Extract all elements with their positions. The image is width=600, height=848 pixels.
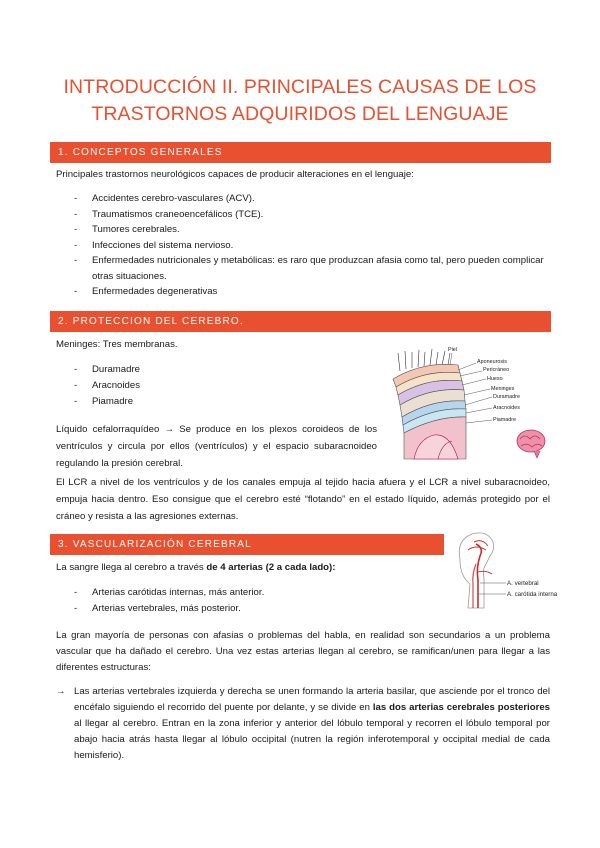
arrow-text-part-2: al llegar al cerebro. Entran en la zona inferior y anterior del lóbulo temporal y recorren el lóbulo temporal por abajo hacia atrás hasta llegar al lóbulo occipital (nutren la región inferotemporal y occipital medial de cada hemisferio). xyxy=(74,718,550,761)
vascular-illustration xyxy=(446,528,558,608)
list-item: - Enfermedades degenerativas xyxy=(74,284,550,300)
meninges-illustration xyxy=(388,343,552,460)
arrow-item-text xyxy=(74,684,550,764)
arrow-text-part-1: Las arterias vertebrales izquierda y derecha se unen formando la arteria basilar, que asciende por el tronco del encéfalo siguiendo el recorrido del puente por delante, y se divide en xyxy=(74,686,550,713)
fig-label-piamadre: Piamadre xyxy=(493,417,517,423)
fig-label-vertebral: A. vertebral xyxy=(507,580,539,587)
section-3-intro xyxy=(56,560,386,576)
list-item: - Piamadre xyxy=(74,394,334,410)
section-1-list xyxy=(74,191,550,300)
list-item: - Infecciones del sistema nervioso. xyxy=(74,238,550,254)
title-line-2: TRASTORNOS ADQUIRIDOS DEL LENGUAJE xyxy=(91,103,509,125)
section-3-intro-text: La sangre llega al cerebro a través xyxy=(56,562,207,573)
list-item: - Enfermedades nutricionales y metabólicas: es raro que produzcan afasia como tal, pero pueden complicar otras situaciones. xyxy=(74,253,550,284)
list-item: - Arterias carótidas internas, más anterior. xyxy=(74,585,394,601)
arteries-list xyxy=(74,585,394,617)
list-item: - Accidentes cerebro-vasculares (ACV). xyxy=(74,191,550,207)
arrow-list-item xyxy=(56,684,550,764)
fig-label-aponeurosis: Aponeurosis xyxy=(477,359,507,365)
lcr-paragraph: Líquido cefalorraquídeo → Se produce en los plexos coroideos de los ventrículos y circula por ellos (ventrículos) y el espacio subaracnoideo regulando la presión cerebral. xyxy=(56,424,377,469)
fig-label-carotida: A. carótida interna xyxy=(507,591,558,598)
fig-label-duramadre: Duramadre xyxy=(493,394,520,400)
list-item: - Tumores cerebrales. xyxy=(74,222,550,238)
arrow-text-bold: las dos arterias cerebrales posteriores xyxy=(372,702,550,713)
fig-label-meninges: Meninges xyxy=(491,386,515,392)
fig-label-pericraneo: Pericráneo xyxy=(483,367,510,373)
lcr-paragraph-2: El LCR a nivel de los ventrículos y de los canales empuja al tejido hacia afuera y el LCR a nivel subaracnoideo, empuja hacia dentro. Eso consigue que el cerebro esté “flotando” en el estado líquido, además protegido por el cráneo y resista a las agresiones externas. xyxy=(56,477,550,522)
list-item: - Duramadre xyxy=(74,362,334,378)
title-line-1: INTRODUCCIÓN II. PRINCIPALES CAUSAS DE LOS xyxy=(63,76,537,98)
list-item: - Aracnoides xyxy=(74,378,334,394)
list-item: - Arterias vertebrales, más posterior. xyxy=(74,601,394,617)
vascular-paragraph: La gran mayoría de personas con afasias o problemas del habla, en realidad son secundarios a un problema vascular que ha dañado el cerebro. Una vez estas arterias llegan al cerebro, se ramifican/unen para llegar a las diferentes estructuras: xyxy=(56,630,550,673)
list-item: - Traumatismos craneoencefálicos (TCE). xyxy=(74,207,550,223)
arrow-icon: → xyxy=(56,686,66,697)
section-1-heading: 1. CONCEPTOS GENERALES xyxy=(50,142,551,163)
meninges-list xyxy=(74,362,334,410)
section-3-intro-bold: de 4 arterias (2 a cada lado): xyxy=(206,562,336,573)
page-title xyxy=(40,74,560,128)
section-1-intro: Principales trastornos neurológicos capaces de producir alteraciones en el lenguaje: xyxy=(56,169,414,180)
section-2-heading: 2. PROTECCION DEL CEREBRO. xyxy=(50,311,551,332)
section-3-heading: 3. VASCULARIZACIÓN CEREBRAL xyxy=(50,534,444,555)
fig-label-piel: Piel xyxy=(448,347,457,353)
section-2-intro: Meninges: Tres membranas. xyxy=(56,339,178,350)
fig-label-aracnoides: Aracnoides xyxy=(493,405,520,411)
fig-label-hueso: Hueso xyxy=(487,376,503,382)
